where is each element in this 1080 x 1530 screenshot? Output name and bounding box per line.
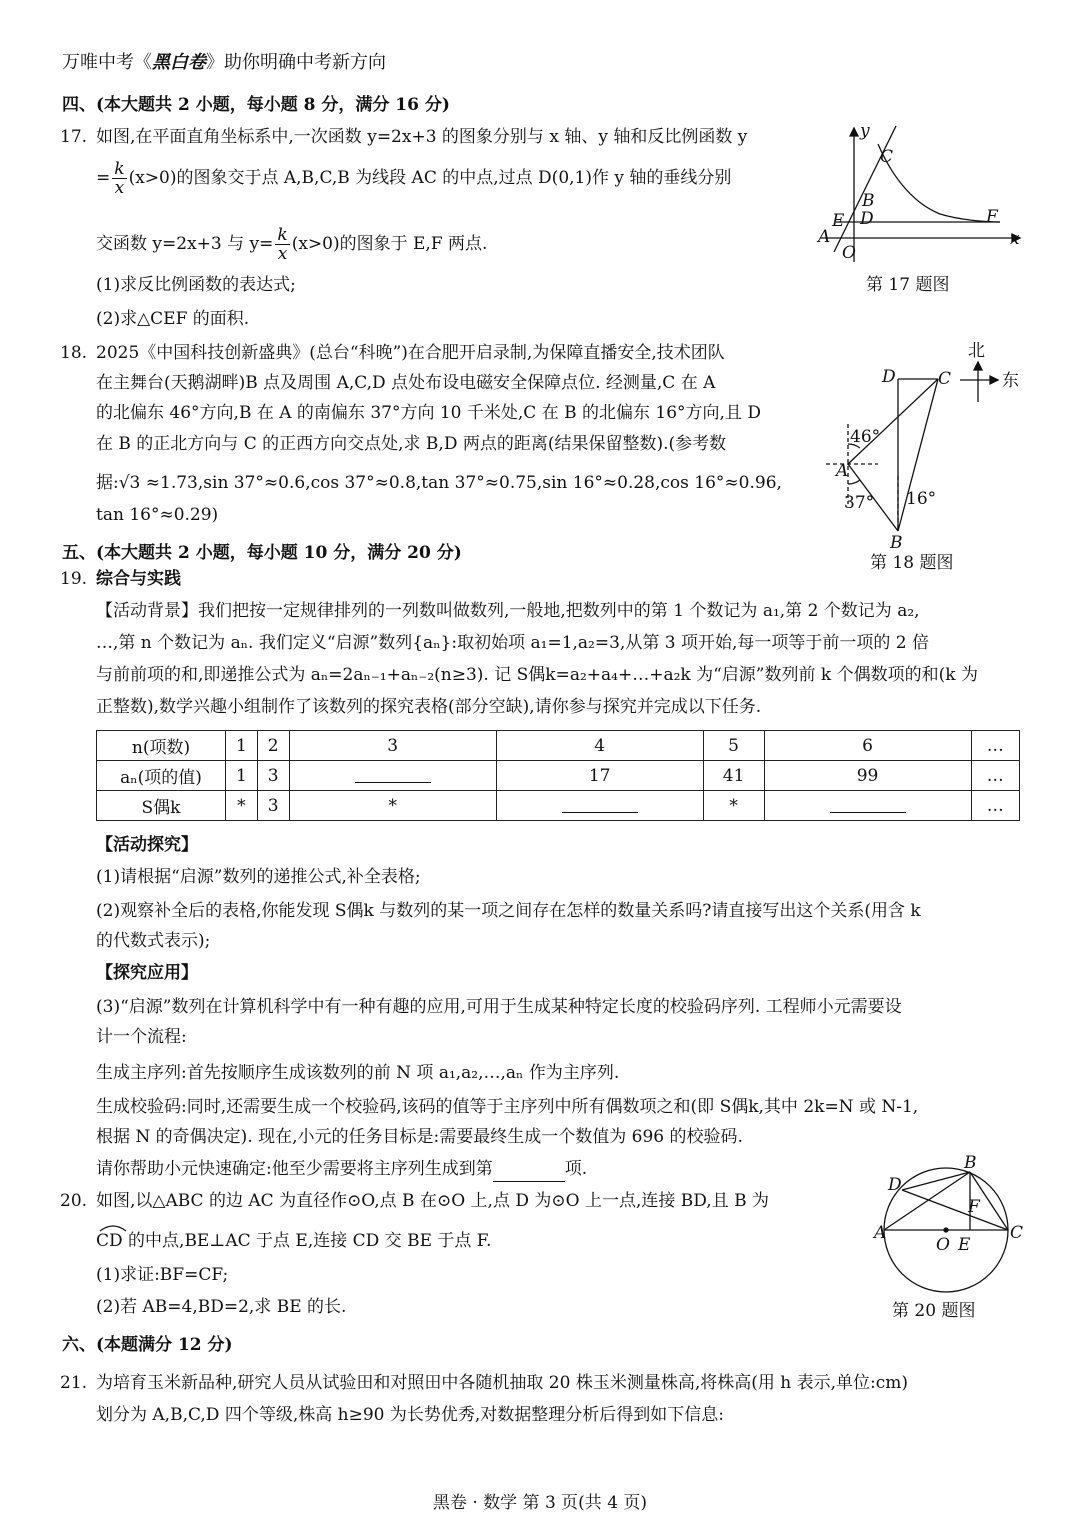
label-B: B <box>862 191 875 211</box>
q20-part-1: (1)求证:BF=CF; <box>96 1265 229 1285</box>
q21-line-1: 为培育玉米新品种,研究人员从试验田和对照田中各随机抽取 20 株玉米测量株高,将株高(用 h 表示,单位:cm) <box>96 1373 909 1393</box>
table-cell: 6 <box>764 731 971 761</box>
line-y-2x-3 <box>834 126 896 252</box>
q17-number: 17. <box>60 127 88 147</box>
table-row <box>97 731 1020 761</box>
q17-line-2: = $\frac{k}{x}$ (x>0)的图象交于点 A,B,C,B 为线段 AC 的中点,过点 D(0,1)作 y 轴的垂线分别 <box>96 159 732 198</box>
q19-explore-2b: 的代数式表示); <box>96 931 211 951</box>
table-row <box>97 791 1020 821</box>
center-dot <box>944 1228 948 1232</box>
sequence-table <box>96 730 1020 821</box>
table-cell: … <box>971 731 1019 761</box>
table-cell-blank[interactable] <box>289 761 496 791</box>
angle-16: 16° <box>906 489 937 509</box>
label-A: A <box>836 461 849 481</box>
label-A: A <box>874 1223 887 1243</box>
compass-east: 东 <box>1002 371 1019 391</box>
q19-title: 综合与实践 <box>96 569 181 589</box>
arc-37 <box>848 480 860 484</box>
label-B: B <box>964 1154 977 1173</box>
table-cell: 5 <box>703 731 764 761</box>
q17-caption: 第 17 题图 <box>866 275 950 295</box>
table-cell: 2 <box>257 731 289 761</box>
label-D: D <box>882 367 896 387</box>
table-cell: n(项数) <box>97 731 226 761</box>
q19-bg-4: 正整数),数学兴趣小组制作了该数列的探究表格(部分空缺),请你参与探究并完成以下任务. <box>96 697 762 717</box>
answer-blank-a3[interactable] <box>355 764 431 783</box>
q20-caption: 第 20 题图 <box>892 1301 976 1321</box>
table-cell: S偶k <box>97 791 226 821</box>
section-5-title: 五、(本大题共 2 小题，每小题 10 分，满分 20 分) <box>62 543 462 563</box>
q19-explore-2a: (2)观察补全后的表格,你能发现 S偶k 与数列的某一项之间存在怎样的数量关系吗?请直接写出这个关系(用含 k <box>96 901 921 921</box>
label-O: O <box>936 1235 950 1255</box>
q19-apply-4: 生成校验码:同时,还需要生成一个校验码,该码的值等于主序列中所有偶数项之和(即 S偶k,其中 2k=N 或 N-1, <box>96 1097 919 1117</box>
label-A: A <box>818 227 831 247</box>
label-D: D <box>888 1175 902 1195</box>
label-C: C <box>1010 1223 1024 1243</box>
q18-line-1: 2025《中国科技创新盛典》(总台“科晚”)在合肥开启录制,为保障直播安全,技术团队 <box>96 343 725 363</box>
q20-figure <box>872 1154 1032 1294</box>
q17-part-1: (1)求反比例函数的表达式; <box>96 275 296 295</box>
label-O: O <box>842 243 856 263</box>
q19-apply-heading: 【探究应用】 <box>96 963 198 983</box>
table-cell: 41 <box>703 761 764 791</box>
q18-figure <box>818 336 1038 551</box>
q19-bg-1: 【活动背景】我们把按一定规律排列的一列数叫做数列,一般地,把数列中的第 1 个数记为 a₁,第 2 个数记为 a₂, <box>96 601 920 621</box>
q18-caption: 第 18 题图 <box>870 553 954 573</box>
q20-line-1: 如图,以△ABC 的边 AC 为直径作⊙O,点 B 在⊙O 上,点 D 为⊙O 上一点,连接 BD,且 B 为 <box>96 1191 769 1211</box>
q18-number: 18. <box>60 343 88 363</box>
table-cell-blank[interactable] <box>496 791 703 821</box>
q17-line-3: 交函数 y=2x+3 与 y= $\frac{k}{x}$ (x>0)的图象于 E,F 两点. <box>96 225 488 264</box>
section-4-title: 四、(本大题共 2 小题，每小题 8 分，满分 16 分) <box>62 95 450 115</box>
label-F: F <box>986 207 998 227</box>
label-F: F <box>968 1197 980 1217</box>
y-axis-arrow <box>850 128 858 136</box>
label-C: C <box>938 369 952 389</box>
q18-line-2: 在主舞台(天鹅湖畔)B 点及周围 A,C,D 点处布设电磁安全保障点位. 经测量,C 在 A <box>96 373 716 393</box>
answer-blank-s3[interactable] <box>830 794 906 813</box>
table-cell: 3 <box>257 761 289 791</box>
table-cell: * <box>226 791 258 821</box>
table-cell: 1 <box>226 731 258 761</box>
table-cell: … <box>971 791 1019 821</box>
label-D: D <box>860 209 874 229</box>
table-cell: aₙ(项的值) <box>97 761 226 791</box>
table-cell: 1 <box>226 761 258 791</box>
q18-line-6: tan 16°≈0.29) <box>96 505 219 525</box>
q19-number: 19. <box>60 569 88 589</box>
table-cell: … <box>971 761 1019 791</box>
table-row <box>97 761 1020 791</box>
q19-apply-2: 计一个流程: <box>96 1027 187 1047</box>
q19-apply-3: 生成主序列:首先按顺序生成该数列的前 N 项 a₁,a₂,…,aₙ 作为主序列. <box>96 1063 620 1083</box>
table-cell: * <box>289 791 496 821</box>
q19-apply-5: 根据 N 的奇偶决定). 现在,小元的任务目标是:需要最终生成一个数值为 696 的校验码. <box>96 1127 743 1147</box>
page-footer: 黑卷 · 数学 第 3 页(共 4 页) <box>432 1493 648 1513</box>
line-DC <box>902 1190 1008 1230</box>
q20-part-2: (2)若 AB=4,BD=2,求 BE 的长. <box>96 1297 347 1317</box>
q19-explore-1: (1)请根据“启源”数列的递推公式,补全表格; <box>96 867 421 887</box>
label-x: x <box>1010 229 1020 249</box>
answer-blank-n[interactable] <box>493 1163 565 1182</box>
q21-line-2: 划分为 A,B,C,D 四个等级,株高 h≥90 为长势优秀,对数据整理分析后得到如下信息: <box>96 1405 724 1425</box>
table-cell: 4 <box>496 731 703 761</box>
q19-explore-heading: 【活动探究】 <box>96 835 198 855</box>
label-y: y <box>860 122 870 141</box>
table-cell: 3 <box>289 731 496 761</box>
q20-line-2: CD 的中点,BE⊥AC 于点 E,连接 CD 交 BE 于点 F. <box>96 1231 492 1251</box>
label-C: C <box>880 147 894 167</box>
line-BD <box>902 1172 970 1190</box>
label-B: B <box>890 533 903 551</box>
q20-number: 20. <box>60 1191 88 1211</box>
table-cell: * <box>703 791 764 821</box>
table-cell-blank[interactable] <box>764 791 971 821</box>
q17-figure <box>810 122 1030 272</box>
q18-line-3: 的北偏东 46°方向,B 在 A 的南偏东 37°方向 10 千米处,C 在 B 的北偏东 16°方向,且 D <box>96 403 761 423</box>
q18-line-5: 据:√3 ≈1.73,sin 37°≈0.6,cos 37°≈0.8,tan 37°≈0.75,sin 16°≈0.28,cos 16°≈0.96, <box>96 473 782 493</box>
label-E: E <box>958 1235 971 1255</box>
brand-title: 黑白卷 <box>152 52 206 73</box>
q19-apply-6: 请你帮助小元快速确定:他至少需要将主序列生成到第 项. <box>96 1156 587 1182</box>
q18-line-4: 在 B 的正北方向与 C 的正西方向交点处,求 B,D 两点的距离(结果保留整数).(参考数 <box>96 434 727 454</box>
angle-46: 46° <box>850 427 881 447</box>
fraction-k-x-2: $\frac{k}{x}$ <box>277 225 288 264</box>
label-E: E <box>832 211 845 231</box>
q21-number: 21. <box>60 1373 88 1393</box>
line-AC <box>848 379 938 464</box>
answer-blank-s2[interactable] <box>562 794 638 813</box>
q17-line-1: 如图,在平面直角坐标系中,一次函数 y=2x+3 的图象分别与 x 轴、y 轴和反比例函数 y <box>96 127 748 147</box>
table-cell: 3 <box>257 791 289 821</box>
table-cell: 99 <box>764 761 971 791</box>
page-header: 万唯中考《黑白卷》助你明确中考新方向 <box>62 52 386 73</box>
q19-bg-3: 与前前项的和,即递推公式为 aₙ=2aₙ₋₁+aₙ₋₂(n≥3). 记 S偶k=a₂+a₄+…+a₂k 为“启源”数列前 k 个偶数项的和(k 为 <box>96 665 978 685</box>
q17-part-2: (2)求△CEF 的面积. <box>96 309 250 329</box>
hyperbola <box>878 144 1000 222</box>
table-cell: 17 <box>496 761 703 791</box>
arc-mark-icon <box>98 1222 128 1232</box>
q19-apply-1: (3)“启源”数列在计算机科学中有一种有趣的应用,可用于生成某种特定长度的校验码序列. 工程师小元需要设 <box>96 997 902 1017</box>
section-6-title: 六、(本题满分 12 分) <box>62 1335 233 1355</box>
compass-north: 北 <box>968 341 985 361</box>
fraction-k-x: $\frac{k}{x}$ <box>114 159 125 198</box>
angle-37: 37° <box>844 493 875 513</box>
q19-bg-2: …,第 n 个数记为 aₙ. 我们定义“启源”数列{aₙ}:取初始项 a₁=1,a₂=3,从第 3 项开始,每一项等于前一项的 2 倍 <box>96 633 929 653</box>
